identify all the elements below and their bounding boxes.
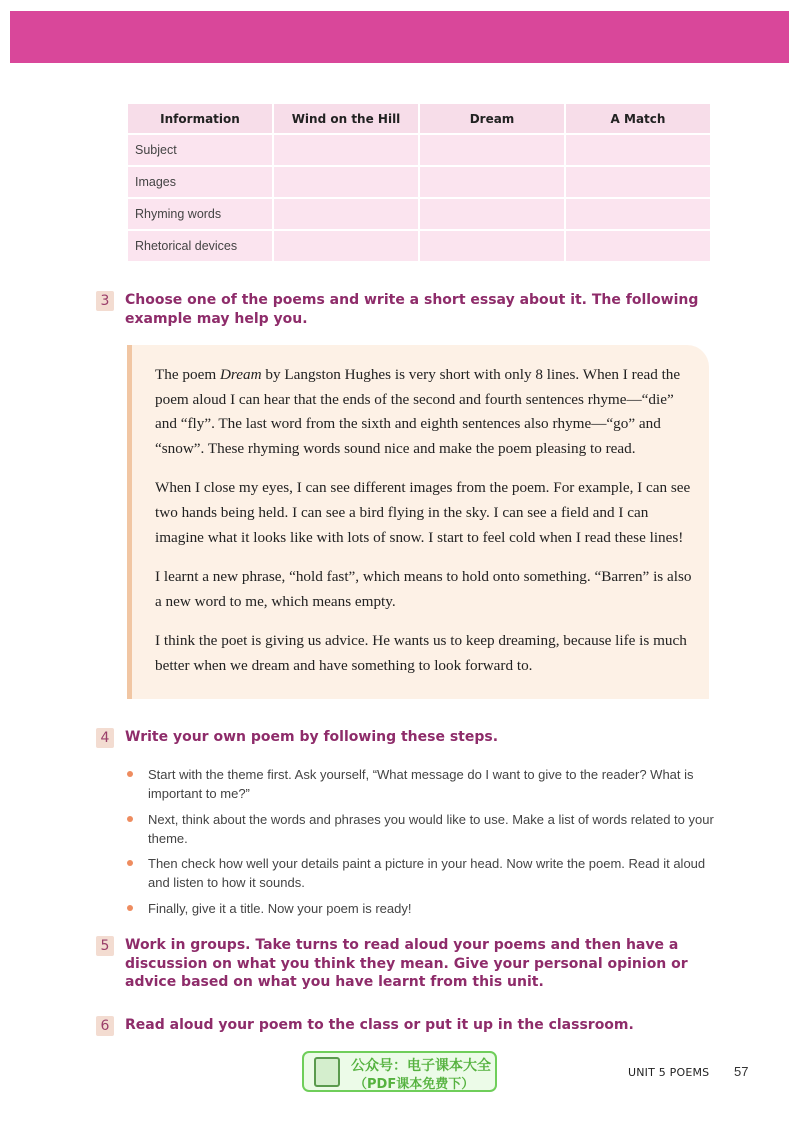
table-header-cell: Dream	[419, 103, 565, 134]
bullet-icon	[127, 860, 133, 866]
task-4	[96, 728, 716, 747]
table-cell[interactable]	[565, 198, 711, 230]
table-header-cell: Information	[127, 103, 273, 134]
task-instruction: Write your own poem by following these steps.	[125, 729, 499, 745]
table-row	[127, 166, 711, 198]
task-number: 5	[96, 936, 114, 956]
task-number: 4	[96, 728, 114, 748]
header-color-band	[10, 11, 789, 63]
poem-info-table	[126, 102, 712, 263]
essay-paragraph: When I close my eyes, I can see different images from the poem. For example, I can see two hands being held. I can see a bird flying in the sky. I can see a field and I can imagine what it looks like with lots of snow. I start to feel cold when I read these lines!	[155, 479, 691, 546]
table-header-cell: Wind on the Hill	[273, 103, 419, 134]
table-cell[interactable]	[419, 198, 565, 230]
steps-list	[124, 765, 716, 924]
bullet-icon	[127, 905, 133, 911]
list-item: Start with the theme first. Ask yourself, “What message do I want to give to the reader? What is important to me?”	[124, 765, 716, 803]
table-cell[interactable]	[273, 230, 419, 262]
list-item: Finally, give it a title. Now your poem is ready!	[124, 899, 716, 918]
task-6	[96, 1016, 716, 1035]
table-row	[127, 134, 711, 166]
task-number: 6	[96, 1016, 114, 1036]
essay-paragraph: I think the poet is giving us advice. He wants us to keep dreaming, because life is much better when we dream and have something to look forward to.	[155, 632, 687, 674]
essay-paragraph: The poem Dream by Langston Hughes is very short with only 8 lines. When I read the poem aloud I can hear that the ends of the second and fourth sentences rhyme—“die” and “fly”. The last word from the sixth and eighth sentences also rhyme—“go” and “snow”. These rhyming words sound nice and make the poem pleasing to read.	[155, 366, 681, 457]
watermark-stamp	[302, 1051, 497, 1092]
task-number: 3	[96, 291, 114, 311]
row-label: Images	[127, 166, 273, 198]
book-stamp-icon	[314, 1057, 340, 1087]
task-instruction: Read aloud your poem to the class or put it up in the classroom.	[125, 1017, 634, 1033]
row-label: Rhyming words	[127, 198, 273, 230]
table-cell[interactable]	[565, 134, 711, 166]
list-item: Then check how well your details paint a picture in your head. Now write the poem. Read it aloud and listen to how it sounds.	[124, 854, 716, 892]
watermark-line-2: （PDF课本免费下）	[354, 1077, 475, 1092]
row-label: Rhetorical devices	[127, 230, 273, 262]
table-cell[interactable]	[273, 166, 419, 198]
table-cell[interactable]	[419, 230, 565, 262]
table-cell[interactable]	[565, 230, 711, 262]
row-label: Subject	[127, 134, 273, 166]
page-number: 57	[734, 1064, 749, 1079]
table-row	[127, 230, 711, 262]
task-3	[96, 291, 716, 328]
table-row	[127, 198, 711, 230]
table-cell[interactable]	[419, 166, 565, 198]
footer-unit-label: UNIT 5 POEMS	[628, 1066, 710, 1079]
list-item: Next, think about the words and phrases you would like to use. Make a list of words related to your theme.	[124, 810, 716, 848]
table-header-row	[127, 103, 711, 134]
table-cell[interactable]	[565, 166, 711, 198]
table-cell[interactable]	[419, 134, 565, 166]
example-essay-box	[127, 345, 709, 699]
task-instruction: Choose one of the poems and write a short essay about it. The following example may help you.	[125, 292, 699, 327]
task-5	[96, 936, 716, 992]
poem-title: Dream	[219, 366, 262, 383]
table-header-cell: A Match	[565, 103, 711, 134]
table-cell[interactable]	[273, 198, 419, 230]
watermark-line-1: 公众号：电子课本大全	[351, 1058, 491, 1074]
table-cell[interactable]	[273, 134, 419, 166]
bullet-icon	[127, 771, 133, 777]
task-instruction: Work in groups. Take turns to read aloud your poems and then have a discussion on what you think they mean. Give your personal opinion or advice based on what you have learnt from this unit.	[125, 937, 688, 990]
essay-paragraph: I learnt a new phrase, “hold fast”, which means to hold onto something. “Barren” is also a new word to me, which means empty.	[155, 568, 692, 610]
bullet-icon	[127, 816, 133, 822]
